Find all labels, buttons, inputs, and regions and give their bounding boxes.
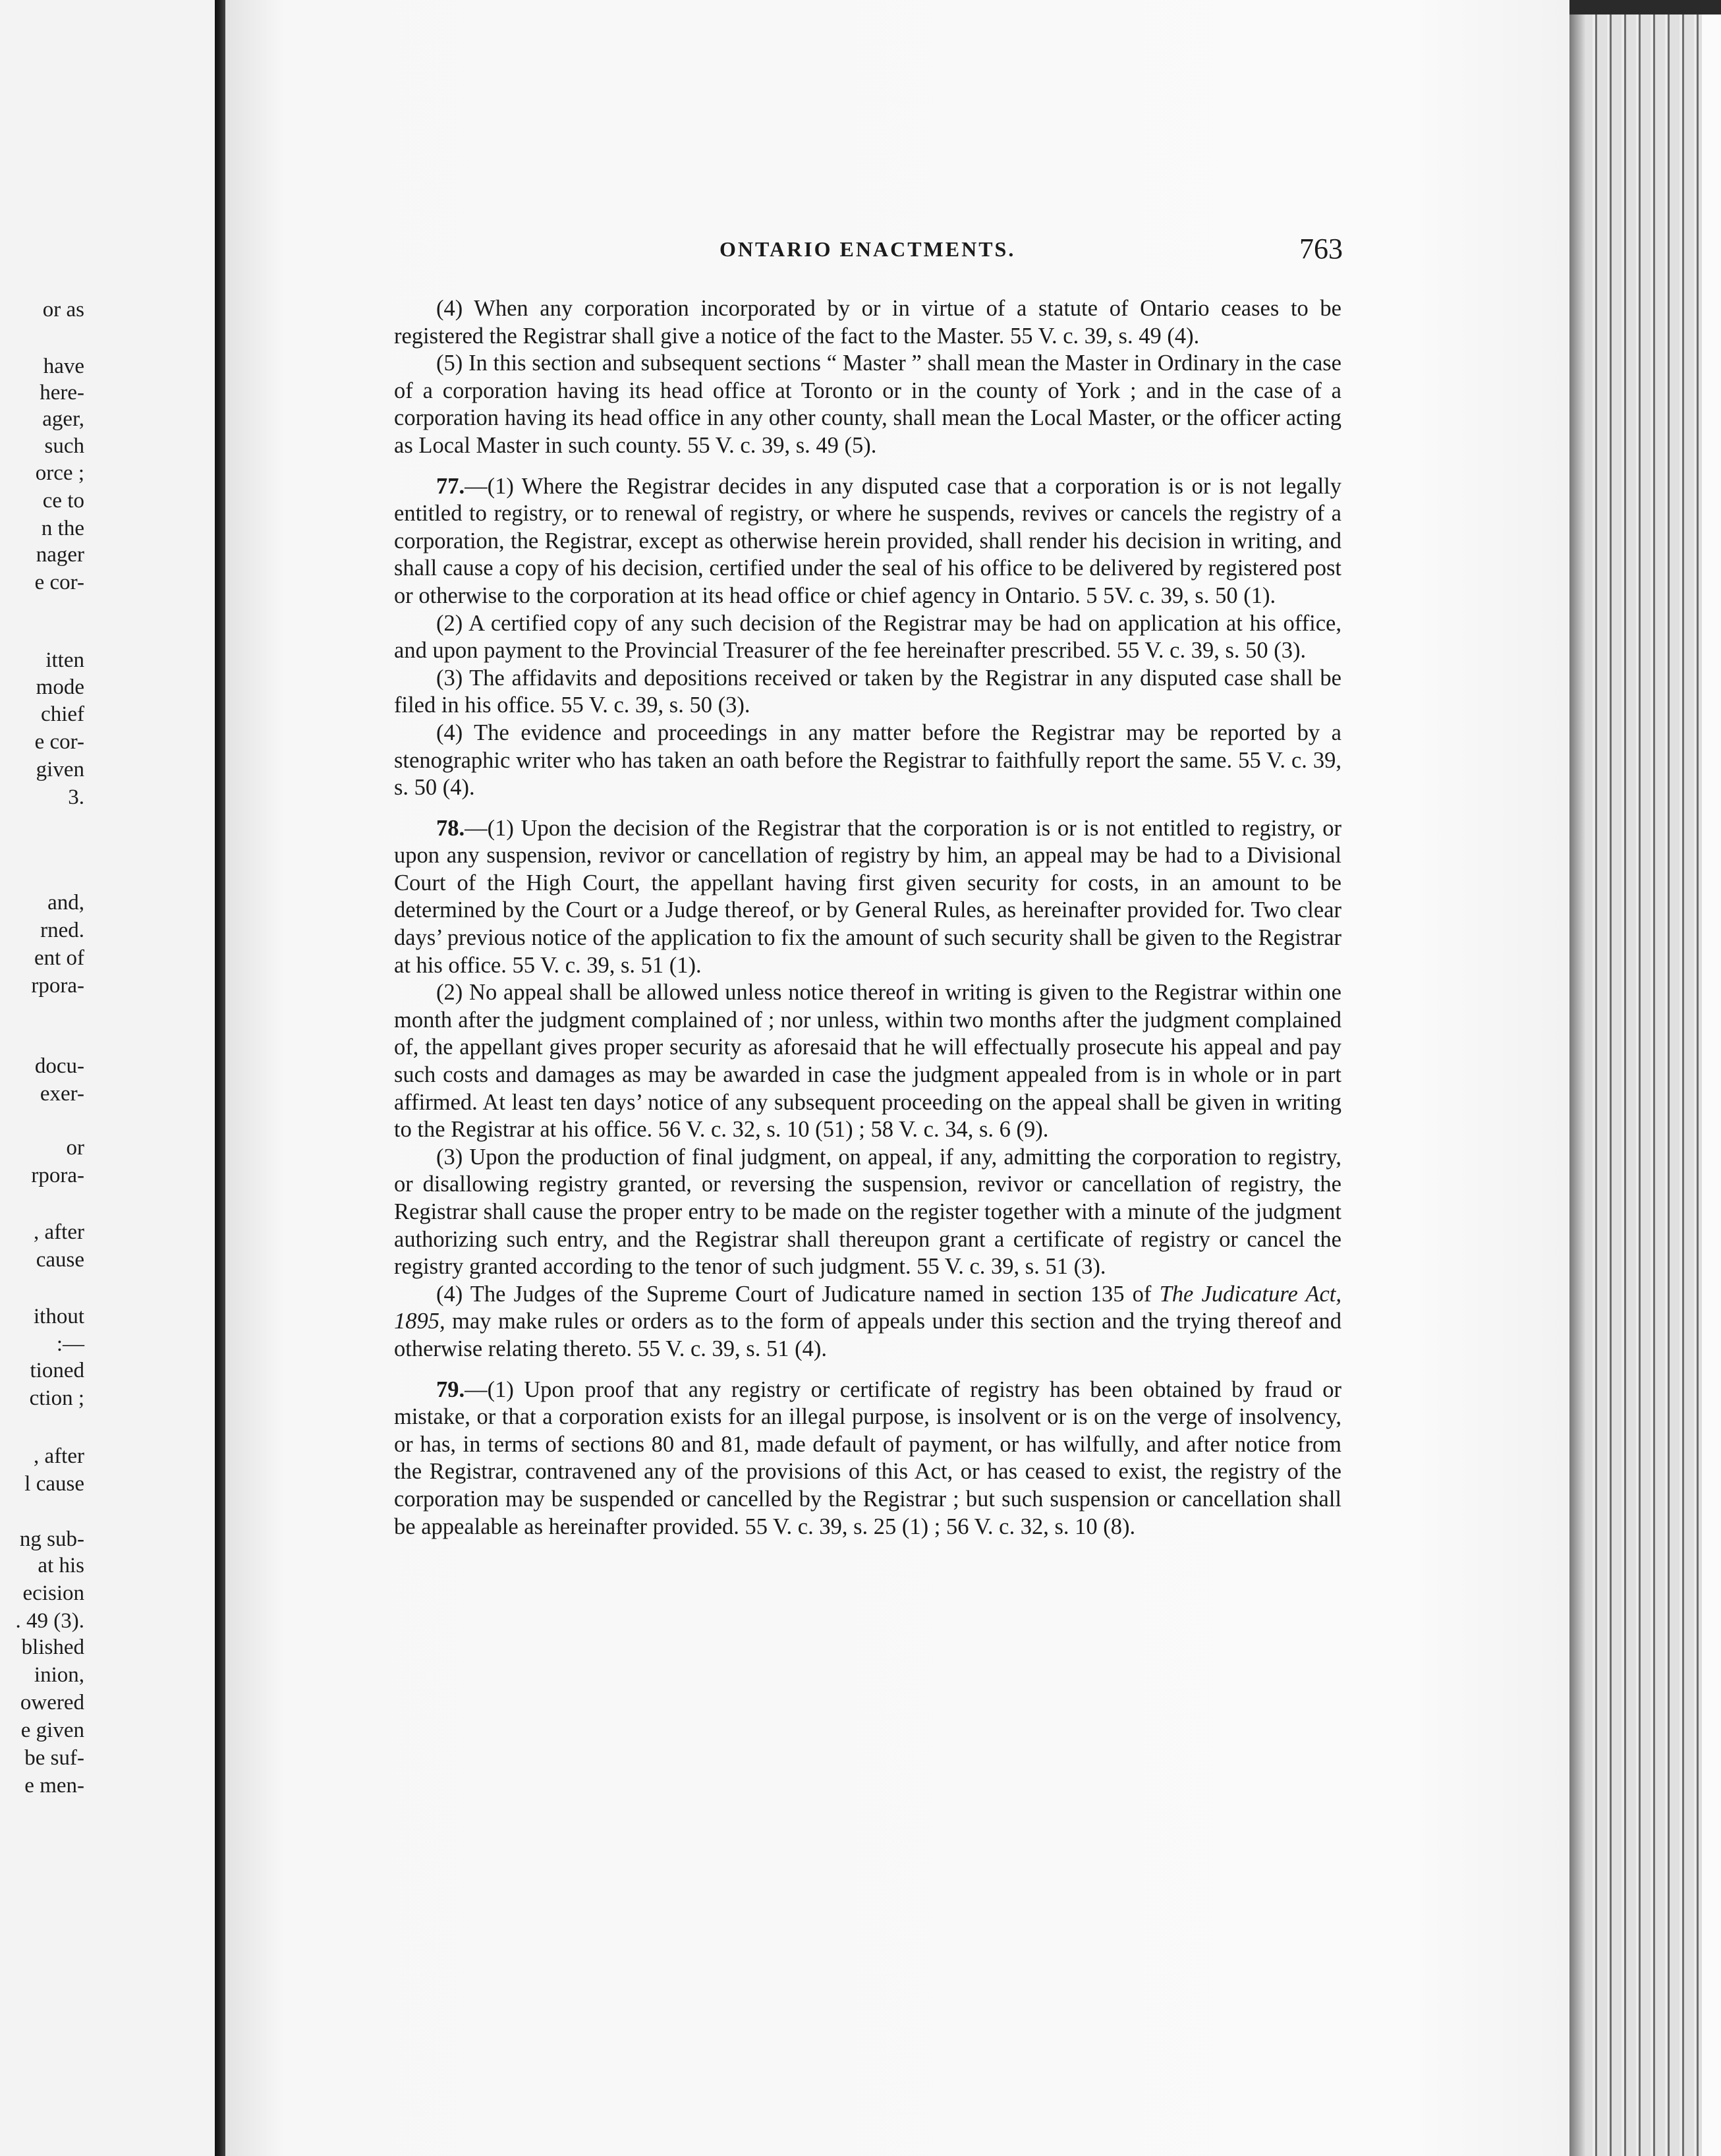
left-page-line: have [43, 355, 84, 378]
left-page-line: , after [34, 1444, 84, 1468]
left-page-line: exer- [40, 1082, 84, 1106]
left-page-line: e cor- [34, 571, 84, 594]
paragraph-78-2: (2) No appeal shall be allowed unless notice thereof in writing is given to the Registrar within one month after the judgment complained of ; nor unless, within two months after the judgment complained of, the appellant gives proper security as aforesaid that he will effectually prosecute his appeal and pay such costs and damages as may be awarded in case the judgment appealed from is in whole or in part affirmed. At least ten days’ notice of any subsequent proceeding on the appeal shall be given in writing to the Registrar at his office. 56 V. c. 32, s. 10 (51) ; 58 V. c. 34, s. 6 (9). [394, 980, 1341, 1143]
act-title: The Judicature Act, 1895, [394, 1281, 1341, 1334]
left-page-line: ecision [22, 1581, 84, 1605]
paragraph-78-4 [394, 1281, 1341, 1363]
left-page-line: given [36, 758, 84, 781]
page-edge-top-shadow [1569, 0, 1721, 14]
left-page-line: ng sub- [19, 1527, 84, 1551]
left-page-line: e cor- [34, 730, 84, 754]
section-79-1-text: —(1) Upon proof that any registry or certificate of registry has been obtained by fraud or mistake, or that a corporation exists for an illegal purpose, is insolvent or is on the verge of insolvency, or has, in terms of sections 80 and 81, made default of payment, or has wilfully, and after notice from the Registrar, contravened any of the provisions of this Act, or has ceased to exist, the registry of the corporation may be suspended or cancelled by the Registrar ; but such suspension or cancellation shall be appealable as hereinafter provided. 55 V. c. 39, s. 25 (1) ; 56 V. c. 32, s. 10 (8). [394, 1376, 1341, 1539]
left-page-line: rpora- [31, 1164, 84, 1187]
left-page-line: inion, [34, 1663, 84, 1687]
left-page-line: ction ; [29, 1386, 84, 1410]
paragraph-77-3: (3) The affidavits and depositions received or taken by the Registrar in any disputed case shall be filed in his office. 55 V. c. 39, s. 50 (3). [394, 665, 1341, 718]
left-page-line: . 49 (3). [15, 1609, 84, 1633]
left-page-line: e given [20, 1718, 84, 1742]
section-number-77: 77. [436, 473, 465, 499]
left-page-line: n the [41, 517, 84, 540]
left-page-line: cause [36, 1248, 84, 1272]
section-78-1 [394, 815, 1341, 980]
left-facing-page [0, 0, 216, 2156]
left-page-line: and, [47, 891, 84, 915]
section-79-1 [394, 1376, 1341, 1541]
left-page-line: here- [40, 381, 84, 405]
paragraph-78-4-text-b: may make rules or orders as to the form of appeals under this section and the trying thereof and otherwise relating thereto. 55 V. c. 39, s. 51 (4). [394, 1309, 1341, 1361]
left-page-line: chief [41, 702, 84, 726]
section-77-1 [394, 473, 1341, 610]
book-gutter [215, 0, 225, 2156]
left-page-line: blished [21, 1635, 84, 1659]
left-page-line: :— [56, 1332, 84, 1356]
running-header: ONTARIO ENACTMENTS. [719, 237, 1016, 261]
paragraph-78-4-text-a: (4) The Judges of the Supreme Court of Judicature named in section 135 of [436, 1281, 1160, 1307]
left-page-line: itten [45, 648, 84, 672]
left-page-line: owered [20, 1691, 84, 1715]
page-body [394, 295, 1341, 1541]
paragraph-77-4: (4) The evidence and proceedings in any matter before the Registrar may be reported by a stenographic writer who has taken an oath before the Registrar to faithfully report the same. 55 V. c. 39, s. 50 (4). [394, 720, 1341, 801]
paragraph-77-2: (2) A certified copy of any such decision of the Registrar may be had on application at his office, and upon payment to the Provincial Treasurer of the fee hereinafter prescribed. 55 V. c. 39, s. 50 (3). [394, 610, 1341, 664]
left-page-line: docu- [34, 1054, 84, 1078]
left-page-line: nager [36, 543, 84, 567]
section-78-1-text: —(1) Upon the decision of the Registrar that the corporation is or is not entitled to registry, or upon any suspension, revivor or cancellation of registry by him, an appeal may be had to a Divisional Court of the High Court, the appellant having first given security for costs, in an amount to be determined by the Court or a Judge thereof, or by General Rules, as hereinafter provided for. Two clear days’ previous notice of the application to fix the amount of such security shall be given to the Registrar at his office. 55 V. c. 39, s. 51 (1). [394, 815, 1341, 978]
left-page-line: ithout [33, 1305, 84, 1328]
left-page-line: be suf- [24, 1746, 84, 1770]
paragraph-76-4: (4) When any corporation incorporated by or in virtue of a statute of Ontario ceases to be registered the Registrar shall give a notice of the fact to the Master. 55 V. c. 39, s. 49 (4). [394, 296, 1341, 349]
paragraph-78-3: (3) Upon the production of final judgment, on appeal, if any, admitting the corporation to registry, or disallowing registry granted, or reversing the suspension, revivor or cancellation of registry, the Registrar shall cause the proper entry to be made on the register together with a minute of the judgment authorizing such entry, and the Registrar shall thereupon grant a certificate of registry or cancel the registry granted according to the tenor of such judgment. 55 V. c. 39, s. 51 (3). [394, 1144, 1341, 1280]
left-page-line: orce ; [35, 461, 84, 485]
section-number-78: 78. [436, 815, 465, 841]
left-page-line: or [66, 1136, 84, 1160]
left-page-line: ent of [34, 946, 84, 970]
left-page-line: or as [42, 298, 84, 322]
left-page-line: such [44, 434, 84, 458]
section-77-1-text: —(1) Where the Registrar decides in any disputed case that a corporation is or is not legally entitled to registry, or to renewal of registry, or where he suspends, revives or cancels the registry of a corporation, the Registrar, except as otherwise herein provided, shall render his decision in writing, and shall cause a copy of his decision, certified under the seal of his office to be delivered by registered post or otherwise to the corporation at its head office or chief agency in Ontario. 5 5V. c. 39, s. 50 (1). [394, 473, 1341, 608]
page-edge-stripes [1578, 0, 1702, 2156]
left-page-line: at his [38, 1554, 84, 1577]
left-page-line: l cause [24, 1472, 84, 1496]
left-page-line: rned. [40, 919, 84, 942]
left-page-line: e men- [24, 1774, 84, 1798]
page-edge-shade [1569, 14, 1585, 2156]
page-number: 763 [1299, 233, 1343, 265]
left-page-line: rpora- [31, 974, 84, 998]
left-page-line: tioned [30, 1359, 84, 1382]
left-page-line: ager, [42, 407, 84, 431]
section-number-79: 79. [436, 1376, 465, 1402]
left-page-line: ce to [42, 489, 84, 513]
left-page-line: , after [34, 1220, 84, 1244]
paragraph-76-5: (5) In this section and subsequent sections “ Master ” shall mean the Master in Ordinary in the case of a corporation having its head office at Toronto or in the county of York ; and in the case of a corporation having its head office in any other county, shall mean the Local Master, or the officer acting as Local Master in such county. 55 V. c. 39, s. 49 (5). [394, 351, 1341, 458]
left-page-line: 3. [68, 785, 84, 809]
left-page-line: mode [36, 675, 84, 699]
